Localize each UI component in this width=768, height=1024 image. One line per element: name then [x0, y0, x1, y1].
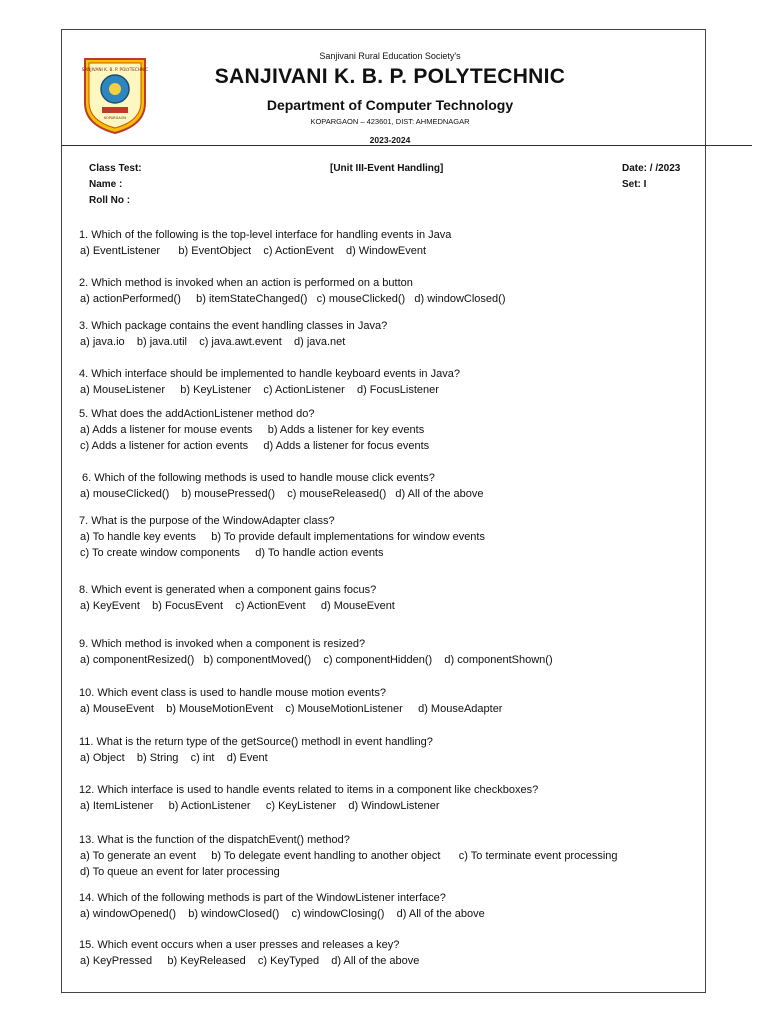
question-text: 4. Which interface should be implemented to handle keyboard events in Java? [79, 368, 460, 380]
question-text: 10. Which event class is used to handle mouse motion events? [79, 687, 386, 699]
question-6 [80, 470, 700, 502]
question-text: 14. Which of the following methods is part of the WindowListener interface? [79, 892, 446, 904]
question-text: 8. Which event is generated when a component gains focus? [79, 584, 377, 596]
logo-text: SANJIVANI K. B. P. POLYTECHNIC [81, 67, 149, 72]
question-text: 3. Which package contains the event handling classes in Java? [79, 320, 388, 332]
question-1 [80, 227, 700, 259]
question-14 [80, 890, 700, 922]
question-options: a) java.io b) java.util c) java.awt.event d) java.net [80, 336, 346, 348]
question-2 [80, 275, 700, 307]
question-5 [80, 406, 700, 454]
question-options: a) MouseEvent b) MouseMotionEvent c) MouseMotionListener d) MouseAdapter [80, 703, 503, 715]
question-text: 1. Which of the following is the top-level interface for handling events in Java [79, 229, 452, 241]
header-divider [61, 145, 752, 146]
question-options: c) Adds a listener for action events d) Adds a listener for focus events [80, 440, 430, 452]
question-text: 5. What does the addActionListener method do? [79, 408, 315, 420]
question-4 [80, 366, 700, 398]
question-text: 12. Which interface is used to handle events related to items in a component like checkboxes? [79, 784, 539, 796]
question-options: a) EventListener b) EventObject c) ActionEvent d) WindowEvent [80, 245, 427, 257]
question-text: 2. Which method is invoked when an action is performed on a button [79, 277, 413, 289]
class-test-label: Class Test: [89, 163, 142, 174]
question-options: d) To queue an event for later processing [80, 866, 280, 878]
college-name: SANJIVANI K. B. P. POLYTECHNIC [214, 65, 566, 88]
question-text: 13. What is the function of the dispatchEvent() method? [79, 834, 350, 846]
question-options: a) To handle key events b) To provide default implementations for window events [80, 531, 485, 543]
question-options: a) KeyEvent b) FocusEvent c) ActionEvent d) MouseEvent [80, 600, 395, 612]
society-name: Sanjivani Rural Education Society's [319, 51, 461, 61]
question-text: 6. Which of the following methods is used to handle mouse click events? [79, 472, 435, 484]
question-13 [80, 832, 700, 880]
question-text: 7. What is the purpose of the WindowAdapter class? [79, 515, 335, 527]
question-text: 15. Which event occurs when a user presses and releases a key? [79, 939, 400, 951]
name-field: Name : [89, 179, 123, 190]
question-7 [80, 513, 700, 561]
question-8 [80, 582, 700, 614]
question-12 [80, 782, 700, 814]
question-options: a) mouseClicked() b) mousePressed() c) mouseReleased() d) All of the above [80, 488, 484, 500]
question-9 [80, 636, 700, 668]
question-15 [80, 937, 700, 969]
question-text: 11. What is the return type of the getSource() methodl in event handling? [79, 736, 433, 748]
question-options: a) windowOpened() b) windowClosed() c) windowClosing() d) All of the above [80, 908, 485, 920]
set-label: Set: I [622, 179, 647, 190]
question-options: a) To generate an event b) To delegate event handling to another object c) To terminate event processing [80, 850, 618, 862]
roll-no-field: Roll No : [89, 195, 131, 206]
question-options: c) To create window components d) To handle action events [80, 547, 384, 559]
question-options: a) KeyPressed b) KeyReleased c) KeyTyped d) All of the above [80, 955, 420, 967]
question-options: a) componentResized() b) componentMoved() c) componentHidden() d) componentShown() [80, 654, 553, 666]
question-options: a) Adds a listener for mouse events b) Adds a listener for key events [80, 424, 425, 436]
question-options: a) MouseListener b) KeyListener c) ActionListener d) FocusListener [80, 384, 439, 396]
question-text: 9. Which method is invoked when a component is resized? [79, 638, 366, 650]
department-name: Department of Computer Technology [266, 97, 514, 113]
question-options: a) actionPerformed() b) itemStateChanged() c) mouseClicked() d) windowClosed() [80, 293, 506, 305]
logo-subtext: KOPARGAON [104, 116, 126, 120]
question-options: a) Object b) String c) int d) Event [80, 752, 268, 764]
unit-title: [Unit III-Event Handling] [330, 163, 444, 174]
academic-year: 2023-2024 [369, 135, 411, 145]
college-address: KOPARGAON – 423601, DIST: AHMEDNAGAR [310, 117, 470, 126]
question-10 [80, 685, 700, 717]
date-field: Date: / /2023 [622, 163, 681, 174]
question-3 [80, 318, 700, 350]
question-options: a) ItemListener b) ActionListener c) KeyListener d) WindowListener [80, 800, 440, 812]
question-11 [80, 734, 700, 766]
